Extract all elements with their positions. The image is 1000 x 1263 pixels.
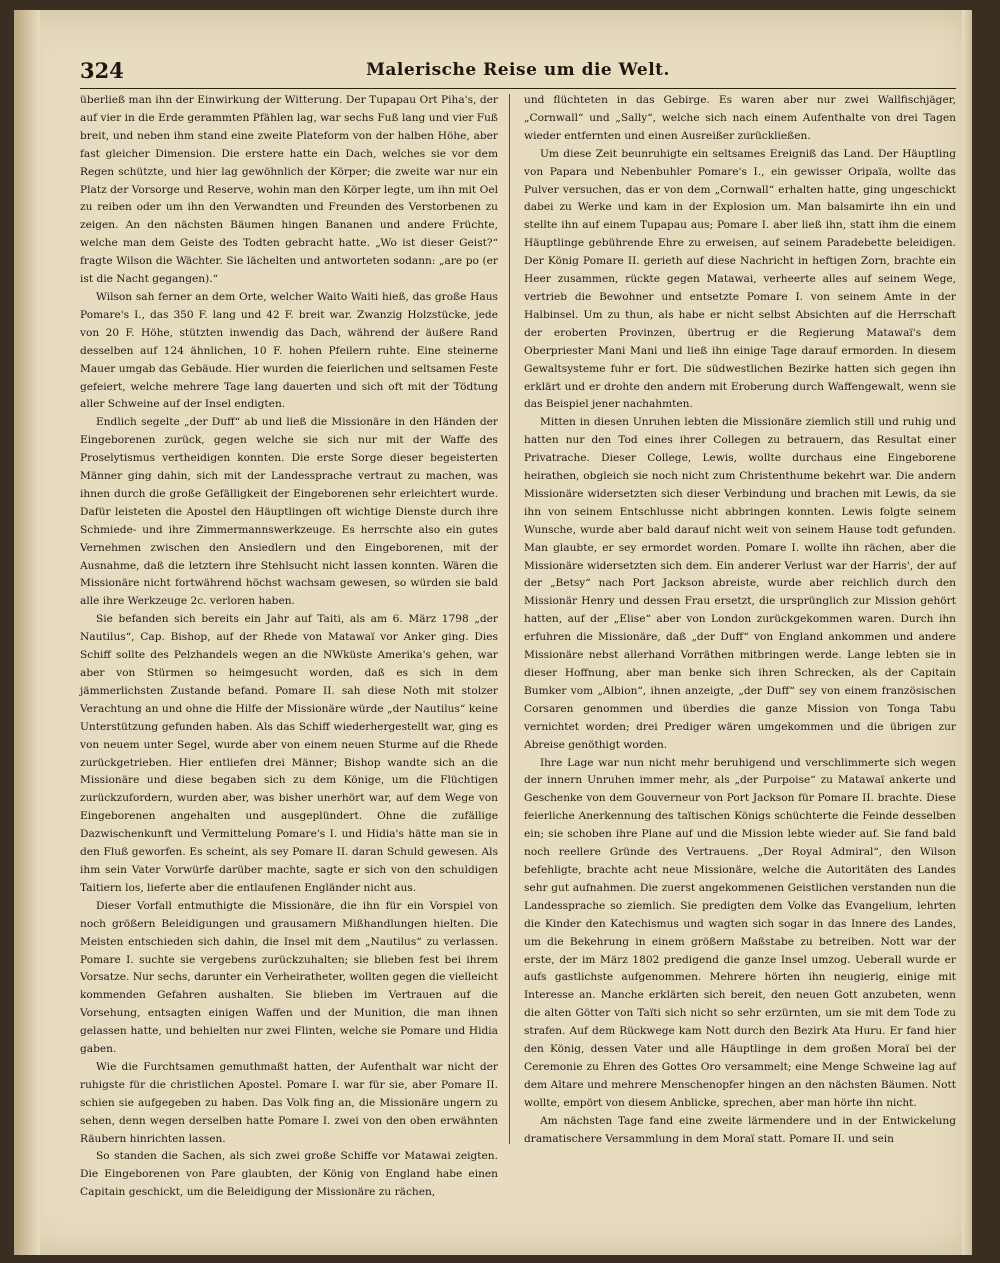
paragraph: und flüchteten in das Gebirge. Es waren aber nur zwei Wallfischjäger, „Cornwall“ und „Sally“, welche sich nach einem Aufenthalte von drei Tagen wieder entfernten und einen Ausreißer zurückließen. bbox=[524, 94, 956, 142]
paragraph: Ihre Lage war nun nicht mehr beruhigend und verschlimmerte sich wegen der innern Unruhen immer mehr, als „der Purpoise“ zu Matawaï ankerte und Geschenke von dem Gouverneur von Port Jackson für Pomare II. brachte. Diese feierliche Anerkennung des taïtischen Königs schüchterte die Feinde desselben ein; sie schoben ihre Plane auf und die Mission lebte wieder auf. Sie fand bald noch reellere Gründe des Vertrauens. „Der Royal Admiral“, den Wilson befehligte, brachte acht neue Missionäre, welche die Autoritäten des Landes sehr gut aufnahmen. Die zuerst angekommenen Geistlichen verstanden nun die Landessprache so ziemlich. Sie predigten dem Volke das Evangelium, lehrten die Kinder den Katechismus und wagten sich sogar in das Innere des Landes, um die Bekehrung in einem größern Maßstabe zu betreiben. Nott war der erste, der im März 1802 predigend die ganze Insel umzog. Ueberall wurde er aufs gastlichste aufgenommen. Mehrere hörten ihn neugierig, einige mit Interesse an. Manche erklärten sich bereit, den neuen Gott anzubeten, wenn die alten Götter von Taïti sich nicht so sehr erzürnten, um sie mit dem Tode zu strafen. Auf dem Rückwege kam Nott durch den Bezirk Ata Huru. Er fand hier den König, dessen Vater und alle Häuptlinge in dem großen Moraï bei der Ceremonie zu Ehren des Gottes Oro versammelt; eine Menge Schweine lag auf dem Altare und mehrere Menschenopfer hingen an den nächsten Bäumen. Nott wollte, empört von diesem Anblicke, sprechen, aber man hörte ihn nicht. bbox=[524, 756, 956, 1109]
paragraph: Am nächsten Tage fand eine zweite lärmendere und in der Entwickelung dramatischere Versammlung in dem Moraï statt. Pomare II. und sein bbox=[524, 1114, 956, 1145]
page-number: 324 bbox=[80, 58, 124, 83]
paragraph: Um diese Zeit beunruhigte ein seltsames Ereigniß das Land. Der Häuptling von Papara und Nebenbuhler Pomare's I., ein gewisser Oripaïa, wollte das Pulver versuchen, das er von dem „Cornwall“ erhalten hatte, ging ungeschickt dabei zu Werke und kam in der Explosion um. Man balsamirte ihn ein und stellte ihn auf einem Tupapau aus; Pomare I. aber ließ ihn, statt ihm die einem Häuptlinge gebührende Ehre zu erweisen, auf seinem Paradebette beleidigen. Der König Pomare II. gerieth auf diese Nachricht in heftigen Zorn, brachte ein Heer zusammen, rückte gegen Matawai, verheerte alles auf seinem Wege, vertrieb die Bewohner und entsetzte Pomare I. von seinem Amte in der Halbinsel. Um zu thun, als habe er nicht selbst Absichten auf die Herrschaft der eroberten Provinzen, übertrug er die Regierung Matawaï's dem Oberpriester Mani Mani und ließ ihn einige Tage darauf ermorden. In diesem Gewaltsysteme fuhr er fort. Die südwestlichen Bezirke hatten sich gegen ihn erklärt und er drohte den andern mit Eroberung durch Waffengewalt, wenn sie das Beispiel jener nachahmten. bbox=[524, 147, 956, 411]
paragraph: Endlich segelte „der Duff“ ab und ließ die Missionäre in den Händen der Eingeborenen zurück, gegen welche sie sich nur mit der Waffe des Proselytismus vertheidigen konnten. Die erste Sorge dieser begeisterten Männer ging dahin, sich mit der Landessprache vertraut zu machen, was ihnen durch die große Gefälligkeit der Eingeborenen sehr erleichtert wurde. Dafür leisteten die Apostel den Häuptlingen oft wichtige Dienste durch ihre Schmiede- und ihre Zimmermannswerkzeuge. Es herrschte also ein gutes Vernehmen zwischen den Ansiedlern und den Eingeborenen, mit der Ausnahme, daß die letztern ihre Stehlsucht nicht lassen konnten. Wären die Missionäre nicht fortwährend höchst wachsam gewesen, so würden sie bald alle ihre Werkzeuge 2c. verloren haben. bbox=[80, 416, 498, 608]
page-header bbox=[80, 58, 956, 88]
paragraph: Wilson sah ferner an dem Orte, welcher Waito Waiti hieß, das große Haus Pomare's I., das 350 F. lang und 42 F. breit war. Zwanzig Holzstücke, jede von 20 F. Höhe, stützten inwendig das Dach, während der äußere Rand desselben auf 124 ähnlichen, 10 F. hohen Pfeilern ruhte. Eine steinerne Mauer umgab das Gebäude. Hier wurden die feierlichen und seltsamen Feste gefeiert, welche mehrere Tage lang dauerten und sich oft mit der Tödtung aller Schweine auf der Insel endigten. bbox=[80, 290, 498, 411]
paragraph: So standen die Sachen, als sich zwei große Schiffe vor Matawai zeigten. Die Eingeborenen von Pare glaubten, der König von England habe einen Capitain geschickt, um die Beleidigung der Missionäre zu rächen, bbox=[80, 1150, 498, 1199]
page-edge bbox=[962, 10, 972, 1255]
running-title: Malerische Reise um die Welt. bbox=[366, 60, 670, 80]
header-rule bbox=[80, 88, 956, 89]
paragraph: Wie die Furchtsamen gemuthmaßt hatten, der Aufenthalt war nicht der ruhigste für die christlichen Apostel. Pomare I. war für sie, aber Pomare II. schien sie aufgegeben zu haben. Das Volk fing an, die Missionäre ungern zu sehen, denn wegen derselben hatte Pomare I. zwei von den oben erwähnten Räubern hinrichten lassen. bbox=[80, 1060, 498, 1145]
page-binding-shadow bbox=[14, 10, 40, 1255]
right-column bbox=[524, 92, 956, 1148]
paragraph: überließ man ihn der Einwirkung der Witterung. Der Tupapau Ort Piha's, der auf vier in die Erde gerammten Pfählen lag, war sechs Fuß lang und vier Fuß breit, und neben ihm stand eine zweite Plateform von der halben Höhe, aber fast gleicher Dimension. Die erstere hatte ein Dach, welches sie vor dem Regen schützte, und hier lag gewöhnlich der Körper; die zweite war nur ein Platz der Vorsorge und Reserve, wohin man den Körper legte, um ihn mit Oel zu reiben oder um ihn den Verwandten und Freunden des Verstorbenen zu zeigen. An den nächsten Bäumen hingen Bananen und andere Früchte, welche man dem Geiste des Todten gebracht hatte. „Wo ist dieser Geist?“ fragte Wilson die Wächter. Sie lächelten und antworteten sodann: „are po (er ist die Nacht gegangen).“ bbox=[80, 94, 498, 286]
paragraph: Sie befanden sich bereits ein Jahr auf Taiti, als am 6. März 1798 „der Nautilus“, Cap. Bishop, auf der Rhede von Matawaï vor Anker ging. Dies Schiff sollte des Pelzhandels wegen an die NWküste Amerika's gehen, war aber von Stürmen so heimgesucht worden, daß es sich in dem jämmerlichsten Zustande befand. Pomare II. sah diese Noth mit stolzer Verachtung an und ohne die Hilfe der Missionäre würde „der Nautilus“ keine Unterstützung gefunden haben. Als das Schiff wiederhergestellt war, ging es von neuem unter Segel, wurde aber von einem neuen Sturme auf die Rhede zurückgetrieben. Hier entliefen drei Männer; Bishop wandte sich an die Missionäre und diese begaben sich zu dem Könige, um die Flüchtigen zurückzufordern, wurden aber, was bisher unerhört war, auf dem Wege von Eingeborenen angehalten und ausgeplündert. Ohne die zufällige Dazwischenkunft und Vermittelung Pomare's I. und Hidia's hätte man sie in den Fluß geworfen. Es scheint, als sey Pomare II. daran Schuld gewesen. Als ihm sein Vater Vorwürfe darüber machte, sagte er sich von den schuldigen Taitiern los, lieferte aber die entlaufenen Engländer nicht aus. bbox=[80, 613, 498, 894]
paragraph: Mitten in diesen Unruhen lebten die Missionäre ziemlich still und ruhig und hatten nur den Tod eines ihrer Collegen zu betrauern, das Resultat einer Privatrache. Dieser College, Lewis, wollte durchaus eine Eingeborene heirathen, obgleich sie noch nicht zum Christenthume bekehrt war. Die andern Missionäre widersetzten sich dieser Verbindung und brachen mit Lewis, da sie ihn von seinem Entschlusse nicht abbringen konnten. Lewis folgte seinem Wunsche, wurde aber bald darauf nicht weit von seinem Hause todt gefunden. Man glaubte, er sey ermordet worden. Pomare I. wollte ihn rächen, aber die Missionäre widersetzten sich dem. Ein anderer Verlust war der Harris', der auf der „Betsy“ nach Port Jackson abreiste, wurde aber reichlich durch den Missionär Henry und dessen Frau ersetzt, die ursprünglich zur Mission gehört hatten, auf der „Elise“ aber von London zurückgekommen waren. Durch ihn erfuhren die Missionäre, daß „der Duff“ von England ankommen und andere Missionäre nebst allerhand Vorräthen mitbringen werde. Lange lebten sie in dieser Hoffnung, aber man benke sich ihren Schrecken, als der Capitain Bumker vom „Albion“, ihnen anzeigte, „der Duff“ sey von einem französischen Corsaren genommen und überdies die ganze Mission von Tonga Tabu vernichtet worden; drei Prediger wären umgekommen und die übrigen zur Abreise genöthigt worden. bbox=[524, 416, 956, 751]
book-page bbox=[14, 10, 972, 1255]
column-divider bbox=[509, 94, 510, 1144]
left-column bbox=[80, 92, 498, 1202]
paragraph: Dieser Vorfall entmuthigte die Missionäre, die ihn für ein Vorspiel von noch größern Beleidigungen und grausamern Mißhandlungen hielten. Die Meisten entschieden sich dahin, die Insel mit dem „Nautilus“ zu verlassen. Pomare I. suchte sie vergebens zurückzuhalten; sie blieben fest bei ihrem Vorsatze. Nur sechs, darunter ein Verheiratheter, wollten gegen die vielleicht kommenden Gefahren aushalten. Sie blieben im Vertrauen auf die Vorsehung, entsagten einigen Waffen und der Munition, die man ihnen gelassen hatte, und behielten nur zwei Flinten, welche sie Pomare und Hidia gaben. bbox=[80, 899, 498, 1056]
